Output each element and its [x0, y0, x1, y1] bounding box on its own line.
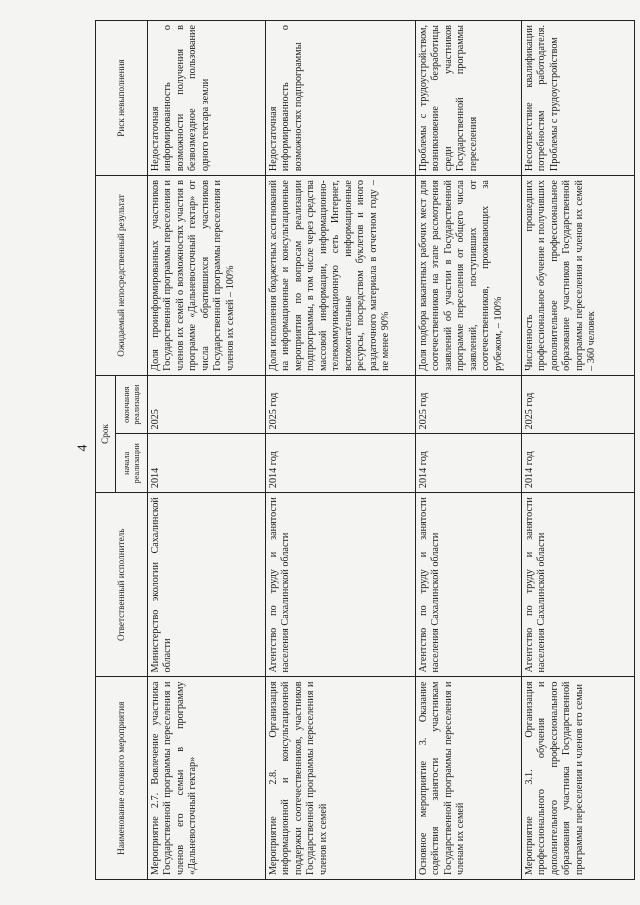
header-result: Ожидаемый непосредственный результат — [96, 176, 148, 376]
table-row — [148, 21, 266, 880]
cell-end: 2025 год — [266, 375, 416, 434]
table-row — [266, 21, 416, 880]
cell-risk: Проблемы с трудоустройством, возникновение безработицы среди участников Государственной программы переселения — [416, 21, 522, 176]
cell-executor: Агентство по труду и занятости населения Сахалинской области — [522, 493, 635, 677]
table-row — [522, 21, 635, 880]
header-risk: Риск невыполнения — [96, 21, 148, 176]
header-term-end: окончания реализации — [116, 375, 148, 434]
cell-executor: Агентство по труду и занятости населения Сахалинской области — [416, 493, 522, 677]
cell-end: 2025 год — [416, 375, 522, 434]
cell-activity: Мероприятие 3.1. Организация профессионального обучения и дополнительного профессионального образования участника Государственной программы переселения и членов его семьи — [522, 677, 635, 880]
program-activities-table — [95, 20, 635, 880]
header-activity: Наименование основного мероприятия — [96, 677, 148, 880]
cell-start: 2014 год — [522, 434, 635, 493]
cell-activity: Основное мероприятие 3. Оказание содействия занятости участникам Государственной программы переселения и членам их семей — [416, 677, 522, 880]
page-number: 4 — [75, 444, 91, 452]
cell-result: Доля проинформированных участников Государственной программы переселения и членов их семей о возможностях участия в программе «Дальневосточный гектар» от числа обратившихся участников Государственной программы переселения и членов их семей – 100% — [148, 176, 266, 376]
cell-end: 2025 год — [522, 375, 635, 434]
cell-executor: Агентство по труду и занятости населения Сахалинской области — [266, 493, 416, 677]
cell-result: Доля подбора вакантных рабочих мест для соотечественников на этапе рассмотрения заявлений об участии в Государственной программе переселения от общего числа заявлений, поступивших от соотечественников, проживающих за рубежом, – 100% — [416, 176, 522, 376]
table-row — [416, 21, 522, 880]
cell-activity: Мероприятие 2.8. Организация информационной и консультационной поддержки соотечественников, участников Государственной программы переселения и членов их семей — [266, 677, 416, 880]
cell-start: 2014 — [148, 434, 266, 493]
cell-risk: Несоответствие квалификации потребностям работодателя. Проблемы с трудоустройством — [522, 21, 635, 176]
header-executor: Ответственный исполнитель — [96, 493, 148, 677]
cell-risk: Недостаточная информированность о возможностях подпрограммы — [266, 21, 416, 176]
cell-result: Численность прошедших профессиональное обучение и получивших дополнительное профессиональное образование участников Государственной программы переселения и членов их семей – 360 человек — [522, 176, 635, 376]
cell-start: 2014 год — [416, 434, 522, 493]
cell-result: Доля исполнения бюджетных ассигнований на информационные и консультационные мероприятия по вопросам реализации подпрограммы, в том числе через средства массовой информации, информационно-телекоммуникационную сеть Интернет, вспомогательные информационные ресурсы, посредством буклетов и иного раздаточного материала в отчетном году – не менее 90% — [266, 176, 416, 376]
cell-activity: Мероприятие 2.7. Вовлечение участника Государственной программы переселения и членов его семьи в программу «Дальневосточный гектар» — [148, 677, 266, 880]
table-header-row — [96, 21, 116, 880]
header-term-start: начала реализации — [116, 434, 148, 493]
header-term: Срок — [96, 375, 116, 492]
cell-executor: Министерство экологии Сахалинской области — [148, 493, 266, 677]
cell-risk: Недостаточная информированность о возможности получения в безвозмездное пользование одного гектара земли — [148, 21, 266, 176]
cell-end: 2025 — [148, 375, 266, 434]
rotated-page — [95, 20, 635, 880]
cell-start: 2014 год — [266, 434, 416, 493]
